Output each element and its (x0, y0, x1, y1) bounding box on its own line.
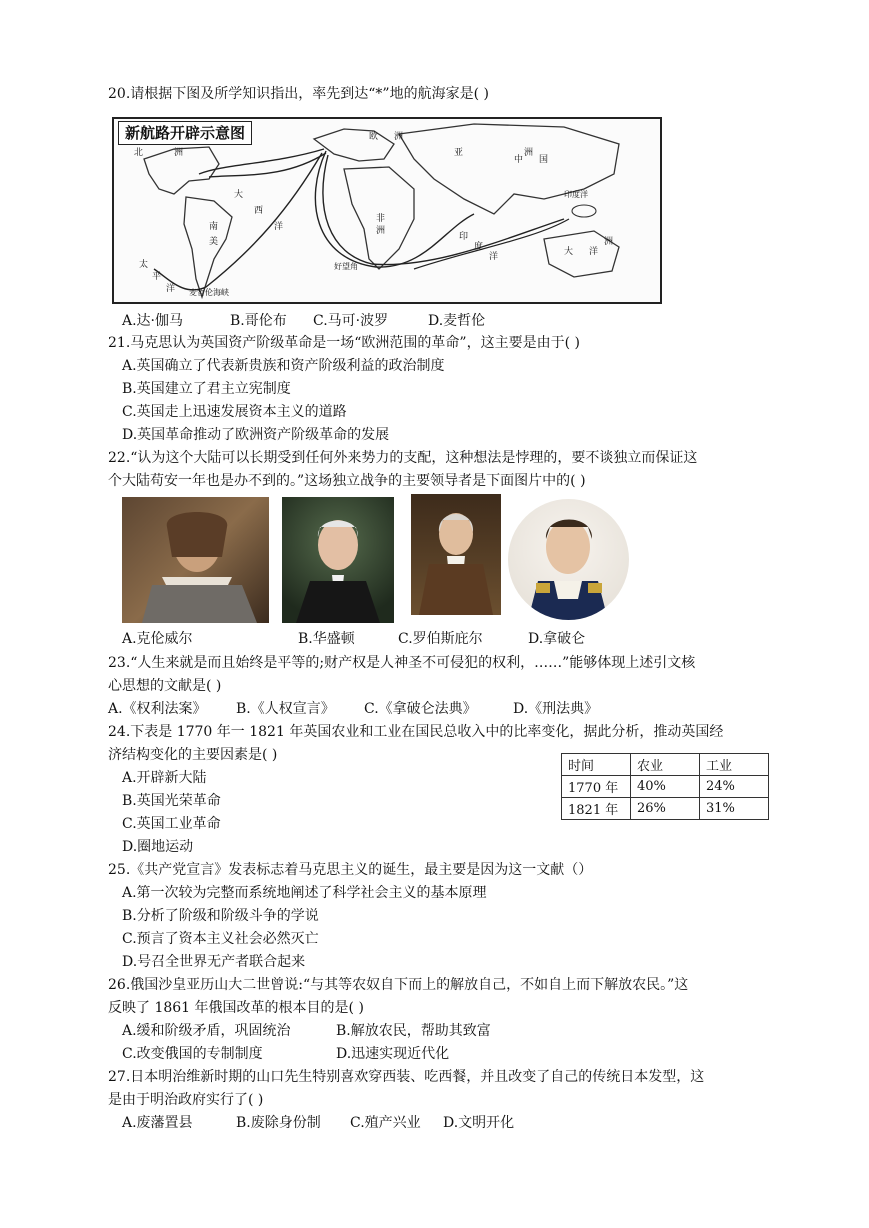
q23-option-a[interactable]: A.《权利法案》 (108, 701, 207, 717)
map-label: 北 (134, 148, 144, 158)
map-label: 西 (254, 206, 264, 216)
q24-stem-line2: 济结构变化的主要因素是( ) (108, 747, 278, 763)
map-label: 国 (539, 155, 549, 165)
map-label: 洲 (394, 132, 404, 142)
q23-stem-line2: 心思想的文献是( ) (108, 678, 222, 694)
q25-option-b[interactable]: B.分析了阶级和阶级斗争的学说 (122, 908, 319, 924)
q22-stem-line1: 22.“认为这个大陆可以长期受到任何外来势力的支配，这种想法是悖理的，要不谈独立而保证这 (108, 450, 698, 466)
new-sea-routes-map (112, 117, 662, 304)
map-label: 洲 (174, 148, 184, 158)
table-cell: 1770 年 (562, 776, 631, 798)
map-label: 南 (209, 222, 219, 232)
q26-option-a[interactable]: A.缓和阶级矛盾，巩固统治 (122, 1023, 291, 1039)
q22-option-a[interactable]: A.克伦威尔 (122, 631, 193, 647)
map-label: 洋 (274, 222, 284, 232)
q27-stem-line2: 是由于明治政府实行了( ) (108, 1092, 264, 1108)
table-cell: 40% (631, 776, 700, 798)
portrait-cromwell-drawing (122, 497, 269, 623)
q21-stem: 21.马克思认为英国资产阶级革命是一场“欧洲范围的革命”，这主要是由于( ) (108, 335, 580, 351)
q22-option-c[interactable]: C.罗伯斯庇尔 (398, 631, 483, 647)
table-header-cell: 工业 (700, 754, 769, 776)
map-label: 亚 (454, 148, 464, 158)
portrait-cromwell[interactable] (122, 497, 269, 623)
map-label: 度 (474, 242, 484, 252)
q22-stem-line2: 个大陆苟安一年也是办不到的。”这场独立战争的主要领导者是下面图片中的( ) (108, 473, 586, 489)
income-ratio-table (561, 753, 769, 820)
q25-option-c[interactable]: C.预言了资本主义社会必然灭亡 (122, 931, 319, 947)
q27-option-b[interactable]: B.废除身份制 (236, 1115, 321, 1131)
q23-option-d[interactable]: D.《刑法典》 (513, 701, 599, 717)
q22-option-d[interactable]: D.拿破仑 (528, 631, 586, 647)
q21-option-c[interactable]: C.英国走上迅速发展资本主义的道路 (122, 404, 347, 420)
q20-stem: 20.请根据下图及所学知识指出，率先到达“*”地的航海家是( ) (108, 86, 489, 102)
q27-stem-line1: 27.日本明治维新时期的山口先生特别喜欢穿西装、吃西餐，并且改变了自己的传统日本发型，这 (108, 1069, 705, 1085)
q20-option-a[interactable]: A.达·伽马 (122, 313, 184, 329)
q21-option-d[interactable]: D.英国革命推动了欧洲资产阶级革命的发展 (122, 427, 390, 443)
q26-option-d[interactable]: D.迅速实现近代化 (336, 1046, 450, 1062)
q25-stem: 25.《共产党宣言》发表标志着马克思主义的诞生，最主要是因为这一文献（） (108, 862, 593, 878)
table-header-row (562, 754, 769, 776)
table-header-cell: 时间 (562, 754, 631, 776)
map-label: 洲 (524, 148, 534, 158)
map-label: 洋 (589, 247, 599, 257)
map-label: 中 (514, 155, 524, 165)
q20-option-b[interactable]: B.哥伦布 (230, 313, 287, 329)
table-row (562, 776, 769, 798)
q26-option-b[interactable]: B.解放农民，帮助其致富 (336, 1023, 491, 1039)
q26-stem-line1: 26.俄国沙皇亚历山大二世曾说:“与其等农奴自下而上的解放自己，不如自上而下解放农民。”这 (108, 977, 689, 993)
table-cell: 26% (631, 798, 700, 820)
q25-option-d[interactable]: D.号召全世界无产者联合起来 (122, 954, 306, 970)
map-label: 平 (152, 272, 162, 282)
map-label: 大 (564, 247, 574, 257)
portrait-robespierre-drawing (411, 494, 501, 615)
portrait-washington[interactable] (282, 497, 394, 623)
q20-option-c[interactable]: C.马可·波罗 (313, 313, 389, 329)
q27-option-d[interactable]: D.文明开化 (443, 1115, 515, 1131)
q24-stem-line1: 24.下表是 1770 年一 1821 年英国农业和工业在国民总收入中的比率变化，据此分析，推动英国经 (108, 724, 724, 740)
map-label: 印 (459, 232, 469, 242)
q25-option-a[interactable]: A.第一次较为完整而系统地阐述了科学社会主义的基本原理 (122, 885, 487, 901)
portrait-robespierre[interactable] (411, 494, 501, 615)
table-row (562, 798, 769, 820)
map-label: 美 (209, 237, 219, 247)
q23-stem-line1: 23.“人生来就是而且始终是平等的;财产权是人神圣不可侵犯的权利，……”能够体现上述引文核 (108, 655, 696, 671)
map-label: 太 (139, 260, 149, 270)
q24-option-b[interactable]: B.英国光荣革命 (122, 793, 221, 809)
q24-option-a[interactable]: A.开辟新大陆 (122, 770, 207, 786)
q21-option-b[interactable]: B.英国建立了君主立宪制度 (122, 381, 291, 397)
map-label: 好望角 (334, 262, 358, 271)
map-label: 非 (376, 214, 386, 224)
table-header-cell: 农业 (631, 754, 700, 776)
map-label: 洲 (604, 237, 614, 247)
q24-option-d[interactable]: D.圈地运动 (122, 839, 194, 855)
portrait-napoleon[interactable] (508, 499, 629, 620)
map-label: 欧 (369, 132, 379, 142)
q27-option-c[interactable]: C.殖产兴业 (350, 1115, 421, 1131)
map-label: 麦哲伦海峡 (189, 288, 229, 297)
q26-option-c[interactable]: C.改变俄国的专制制度 (122, 1046, 263, 1062)
map-label: 大 (234, 190, 244, 200)
table-cell: 24% (700, 776, 769, 798)
map-label: 洲 (376, 226, 386, 236)
map-drawing (114, 119, 660, 302)
q24-option-c[interactable]: C.英国工业革命 (122, 816, 221, 832)
q23-option-c[interactable]: C.《拿破仑法典》 (364, 701, 477, 717)
q21-option-a[interactable]: A.英国确立了代表新贵族和资产阶级利益的政治制度 (122, 358, 445, 374)
map-label: 洋 (489, 252, 499, 262)
table-cell: 31% (700, 798, 769, 820)
q23-option-b[interactable]: B.《人权宣言》 (236, 701, 335, 717)
table-cell: 1821 年 (562, 798, 631, 820)
map-label: 洋 (166, 284, 176, 294)
q22-option-b[interactable]: B.华盛顿 (298, 631, 355, 647)
q20-option-d[interactable]: D.麦哲伦 (428, 313, 486, 329)
portrait-washington-drawing (282, 497, 394, 623)
q27-option-a[interactable]: A.废藩置县 (122, 1115, 193, 1131)
q26-stem-line2: 反映了 1861 年俄国改革的根本目的是( ) (108, 1000, 364, 1016)
portrait-napoleon-drawing (508, 499, 629, 620)
map-label: 印度洋 (564, 190, 588, 199)
map-title: 新航路开辟示意图 (118, 121, 252, 145)
